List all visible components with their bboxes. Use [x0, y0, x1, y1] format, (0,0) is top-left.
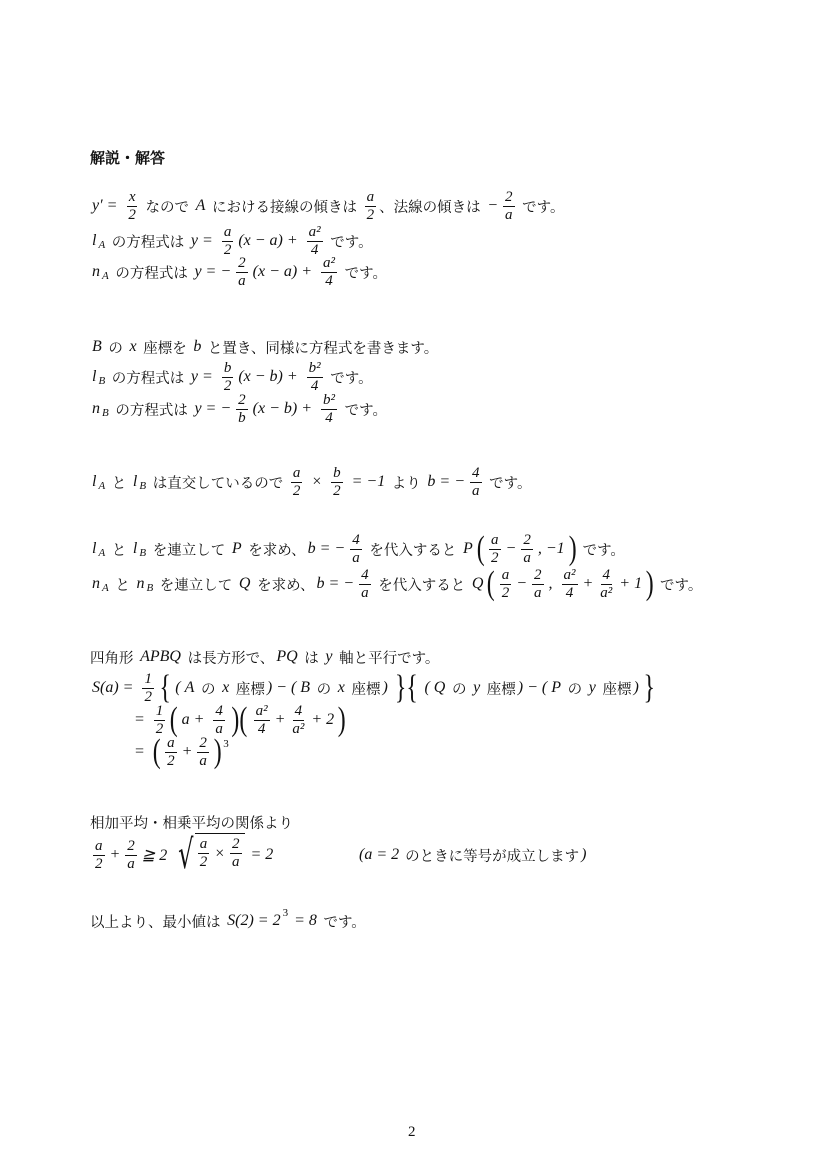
- text: を連立して: [148, 542, 230, 559]
- math-expression: x: [222, 679, 230, 696]
- numerator: b: [223, 359, 232, 376]
- math-expression: x: [337, 679, 345, 696]
- fraction: [254, 703, 270, 738]
- text: より: [387, 475, 426, 492]
- text: の: [103, 340, 128, 357]
- math-expression: B: [92, 338, 102, 355]
- text: を求め、: [243, 542, 306, 559]
- text-line: [90, 252, 387, 292]
- fraction: [500, 567, 512, 602]
- text: と: [107, 542, 131, 559]
- text: は: [299, 650, 324, 667]
- math-expression: l: [132, 540, 138, 557]
- fraction: [532, 567, 544, 602]
- math-expression: y =: [190, 368, 217, 385]
- text: 座標: [231, 681, 265, 698]
- text: のときに等号が成立します: [405, 848, 580, 865]
- bracket: (: [487, 565, 496, 602]
- denominator: 2: [144, 688, 152, 705]
- math-expression: + 2: [311, 711, 335, 728]
- numerator: 4: [294, 702, 303, 719]
- fraction: [198, 836, 210, 871]
- math-expression: APBQ: [140, 648, 181, 665]
- text-line: [90, 564, 702, 604]
- text: なので: [140, 199, 194, 216]
- text-line: [90, 462, 531, 502]
- fraction: [236, 255, 248, 290]
- fraction: [598, 567, 614, 602]
- math-expression: n: [92, 575, 100, 592]
- math-expression: y =: [190, 232, 217, 249]
- denominator: 4: [310, 377, 319, 394]
- math-expression: =: [134, 743, 149, 760]
- numerator: 2: [505, 188, 513, 205]
- text: 座標: [346, 681, 381, 698]
- math-expression: x: [129, 338, 137, 355]
- numerator: b: [333, 464, 341, 481]
- math-expression: l: [92, 473, 97, 490]
- numerator: 2: [238, 254, 246, 271]
- numerator: a: [223, 223, 232, 240]
- text: の: [196, 681, 221, 698]
- bracket: }{: [394, 669, 418, 706]
- numerator: 4: [352, 531, 360, 548]
- fraction: [359, 567, 371, 602]
- math-expression: ×: [214, 844, 225, 862]
- numerator: 1: [144, 670, 152, 687]
- fraction: [489, 532, 501, 567]
- math-expression: PQ: [276, 648, 298, 665]
- numerator: 2: [238, 391, 246, 408]
- subscript: A: [102, 270, 109, 282]
- text: 軸と平行です。: [334, 650, 440, 667]
- math-expression: n: [92, 263, 100, 280]
- subscript: A: [98, 547, 106, 559]
- fraction: [470, 465, 482, 500]
- denominator: 2: [501, 584, 510, 601]
- superscript: 3: [223, 738, 229, 750]
- subscript: B: [139, 547, 147, 559]
- math-expression: = 8: [290, 912, 317, 929]
- math-expression: Q: [471, 575, 484, 592]
- fraction: [521, 532, 533, 567]
- superscript: 3: [282, 907, 289, 919]
- subscript: A: [98, 480, 106, 492]
- text: 相加平均・相乗平均の関係より: [90, 815, 293, 832]
- text: です。: [325, 370, 373, 387]
- section-title: 解説・解答: [90, 149, 166, 167]
- text: 以上より、最小値は: [90, 914, 226, 931]
- math-expression: (: [175, 679, 181, 696]
- subscript: A: [102, 582, 109, 594]
- denominator: a: [352, 549, 360, 566]
- fraction: [125, 838, 137, 873]
- text: です。: [318, 914, 366, 931]
- text: 四角形: [90, 650, 139, 667]
- text: 、法線の傾きは: [379, 199, 486, 216]
- text: を代入すると: [373, 577, 470, 594]
- text: における接線の傾きは: [207, 199, 362, 216]
- text: と: [110, 577, 135, 594]
- bracket: ): [337, 701, 346, 738]
- math-expression: (x − a) +: [238, 232, 302, 249]
- math-expression: ): [382, 679, 388, 696]
- math-expression: ): [581, 846, 587, 863]
- math-expression: −: [487, 197, 499, 214]
- fraction: [291, 465, 303, 500]
- text: は長方形で、: [182, 650, 275, 667]
- denominator: 2: [223, 377, 232, 394]
- math-expression: Q: [238, 575, 251, 592]
- math-expression: y = −: [194, 400, 232, 417]
- denominator: a: [523, 549, 531, 566]
- denominator: a: [199, 752, 207, 769]
- fraction: [236, 392, 248, 427]
- text: 座標: [482, 681, 516, 698]
- math-expression: (x − a) +: [252, 263, 317, 280]
- math-expression: + 1: [619, 575, 643, 592]
- denominator: b: [238, 409, 246, 426]
- numerator: a²: [563, 566, 576, 583]
- subscript: B: [146, 582, 154, 594]
- bracket: ): [213, 733, 222, 770]
- numerator: a²: [323, 254, 336, 271]
- fraction: [126, 189, 138, 224]
- math-expression: l: [92, 368, 97, 385]
- numerator: x: [128, 188, 136, 205]
- fraction: [350, 532, 362, 567]
- math-expression: +: [181, 743, 193, 760]
- denominator: a²: [292, 720, 305, 737]
- math-expression: Q: [433, 679, 446, 696]
- text: です。: [577, 542, 625, 559]
- denominator: 4: [257, 720, 266, 737]
- denominator: 2: [491, 549, 499, 566]
- math-expression: =: [134, 711, 149, 728]
- math-expression: = 2: [246, 846, 274, 863]
- math-expression: P: [462, 540, 473, 557]
- math-expression: P: [551, 679, 562, 696]
- math-expression: a +: [181, 711, 209, 728]
- denominator: a: [505, 206, 513, 223]
- math-expression: y: [473, 679, 481, 696]
- math-expression: P: [231, 540, 242, 557]
- denominator: 4: [325, 409, 333, 426]
- text-line: [90, 389, 387, 429]
- fraction: [290, 703, 306, 738]
- math-expression: l: [92, 232, 97, 249]
- fraction: [165, 735, 177, 770]
- math-expression: l: [92, 540, 97, 557]
- math-expression: −: [516, 575, 527, 592]
- subscript: B: [139, 480, 147, 492]
- math-expression: y: [325, 648, 333, 665]
- math-expression: y: [588, 679, 596, 696]
- numerator: 2: [127, 837, 135, 854]
- text: の: [563, 681, 587, 698]
- subscript: B: [102, 407, 109, 419]
- text: の方程式は: [107, 370, 189, 387]
- numerator: a: [167, 734, 175, 751]
- numerator: a: [199, 836, 208, 852]
- numerator: 4: [602, 566, 611, 583]
- text: です。: [484, 475, 532, 492]
- math-expression: = −1: [347, 473, 386, 490]
- math-expression: (x − b) +: [252, 400, 317, 417]
- text: の方程式は: [110, 265, 193, 282]
- subscript: B: [98, 375, 106, 387]
- denominator: a²: [600, 584, 613, 601]
- denominator: a: [215, 720, 223, 737]
- math-expression: b = −: [316, 575, 355, 592]
- text: です。: [340, 402, 387, 419]
- numerator: 2: [199, 734, 207, 751]
- denominator: a: [361, 584, 369, 601]
- numerator: a: [491, 531, 499, 548]
- fraction: [331, 465, 343, 500]
- numerator: 2: [232, 836, 240, 852]
- text: を代入すると: [364, 542, 461, 559]
- text-line: [132, 732, 229, 772]
- bracket: (: [476, 530, 485, 567]
- denominator: 2: [292, 482, 301, 499]
- denominator: a: [232, 854, 240, 870]
- text-line: [90, 186, 564, 226]
- math-expression: (a = 2: [359, 846, 404, 863]
- math-expression: A: [184, 679, 195, 696]
- math-expression: y = −: [194, 263, 232, 280]
- text: です。: [340, 265, 387, 282]
- text: です。: [517, 199, 565, 216]
- text: 座標を: [138, 340, 192, 357]
- denominator: 2: [199, 854, 208, 870]
- denominator: 2: [95, 855, 103, 872]
- denominator: a: [238, 272, 246, 289]
- fraction: [321, 392, 337, 427]
- math-expression: b = −: [307, 540, 346, 557]
- text: と置き、同様に方程式を書きます。: [203, 340, 439, 357]
- text: です。: [655, 577, 703, 594]
- fraction: [230, 836, 242, 871]
- denominator: 4: [565, 584, 574, 601]
- numerator: 4: [215, 702, 223, 719]
- radical-sign-icon: √: [178, 832, 194, 878]
- bracket: ): [645, 565, 654, 602]
- bracket: )(: [231, 701, 248, 738]
- denominator: a: [472, 482, 480, 499]
- denominator: 2: [223, 241, 232, 258]
- math-expression: ): [633, 679, 639, 696]
- math-expression: +: [109, 846, 121, 863]
- bracket: ): [568, 530, 577, 567]
- fraction: [365, 189, 377, 224]
- math-expression: b: [193, 338, 202, 355]
- page-number: 2: [408, 1124, 416, 1140]
- math-expression: −: [505, 540, 517, 557]
- numerator: a: [292, 464, 301, 481]
- denominator: 4: [325, 272, 333, 289]
- denominator: 2: [167, 752, 175, 769]
- numerator: a²: [255, 702, 268, 719]
- text: を求め、: [252, 577, 315, 594]
- denominator: 2: [333, 482, 341, 499]
- text: の: [312, 681, 336, 698]
- math-expression: S(a) =: [92, 679, 138, 696]
- math-expression: , −1: [537, 540, 565, 557]
- denominator: a: [534, 584, 542, 601]
- text: の: [447, 681, 472, 698]
- numerator: b²: [323, 391, 336, 408]
- numerator: a²: [308, 223, 321, 240]
- denominator: 2: [155, 720, 164, 737]
- square-root: [173, 832, 244, 878]
- text-line: [357, 835, 588, 875]
- numerator: 2: [534, 566, 542, 583]
- numerator: 1: [155, 702, 164, 719]
- math-expression: B: [300, 679, 311, 696]
- text: の方程式は: [110, 402, 193, 419]
- text-line: [90, 529, 625, 569]
- denominator: 4: [310, 241, 319, 258]
- numerator: 4: [472, 464, 480, 481]
- bracket: }: [643, 669, 655, 706]
- numerator: a: [366, 188, 375, 205]
- text-line: [90, 901, 366, 941]
- math-expression: +: [582, 575, 594, 592]
- fraction: [197, 735, 209, 770]
- denominator: 2: [128, 206, 136, 223]
- text: と: [107, 475, 131, 492]
- math-expression: +: [274, 711, 286, 728]
- math-expression: n: [92, 400, 100, 417]
- fraction: [321, 255, 337, 290]
- fraction: [562, 567, 578, 602]
- text-line: [90, 832, 275, 878]
- numerator: a: [95, 837, 103, 854]
- numerator: 4: [361, 566, 369, 583]
- math-expression: (x − b) +: [238, 368, 302, 385]
- bracket: (: [169, 701, 178, 738]
- fraction: [503, 189, 515, 224]
- math-expression: l: [132, 473, 138, 490]
- radicand: [195, 833, 245, 871]
- math-expression: ) − (: [517, 679, 548, 696]
- text: の方程式は: [107, 234, 189, 251]
- text: を連立して: [155, 577, 237, 594]
- math-expression: y′ =: [92, 197, 122, 214]
- denominator: 2: [366, 206, 375, 223]
- math-expression: ,: [548, 575, 557, 592]
- math-expression: n: [136, 575, 145, 592]
- math-expression: (: [424, 679, 430, 696]
- fraction: [93, 838, 105, 873]
- text: 座標: [597, 681, 632, 698]
- text: は直交しているので: [148, 475, 288, 492]
- numerator: a: [501, 566, 510, 583]
- numerator: 2: [523, 531, 531, 548]
- math-expression: b = −: [427, 473, 466, 490]
- text: です。: [325, 234, 373, 251]
- math-expression: ≧ 2: [141, 847, 172, 864]
- math-expression: ) − (: [266, 679, 297, 696]
- denominator: a: [127, 855, 135, 872]
- bracket: {: [159, 669, 171, 706]
- math-expression: A: [195, 197, 206, 214]
- math-expression: ×: [307, 473, 327, 490]
- numerator: b²: [308, 359, 321, 376]
- bracket: (: [152, 733, 161, 770]
- subscript: A: [98, 239, 106, 251]
- math-expression: S(2) = 2: [227, 912, 281, 929]
